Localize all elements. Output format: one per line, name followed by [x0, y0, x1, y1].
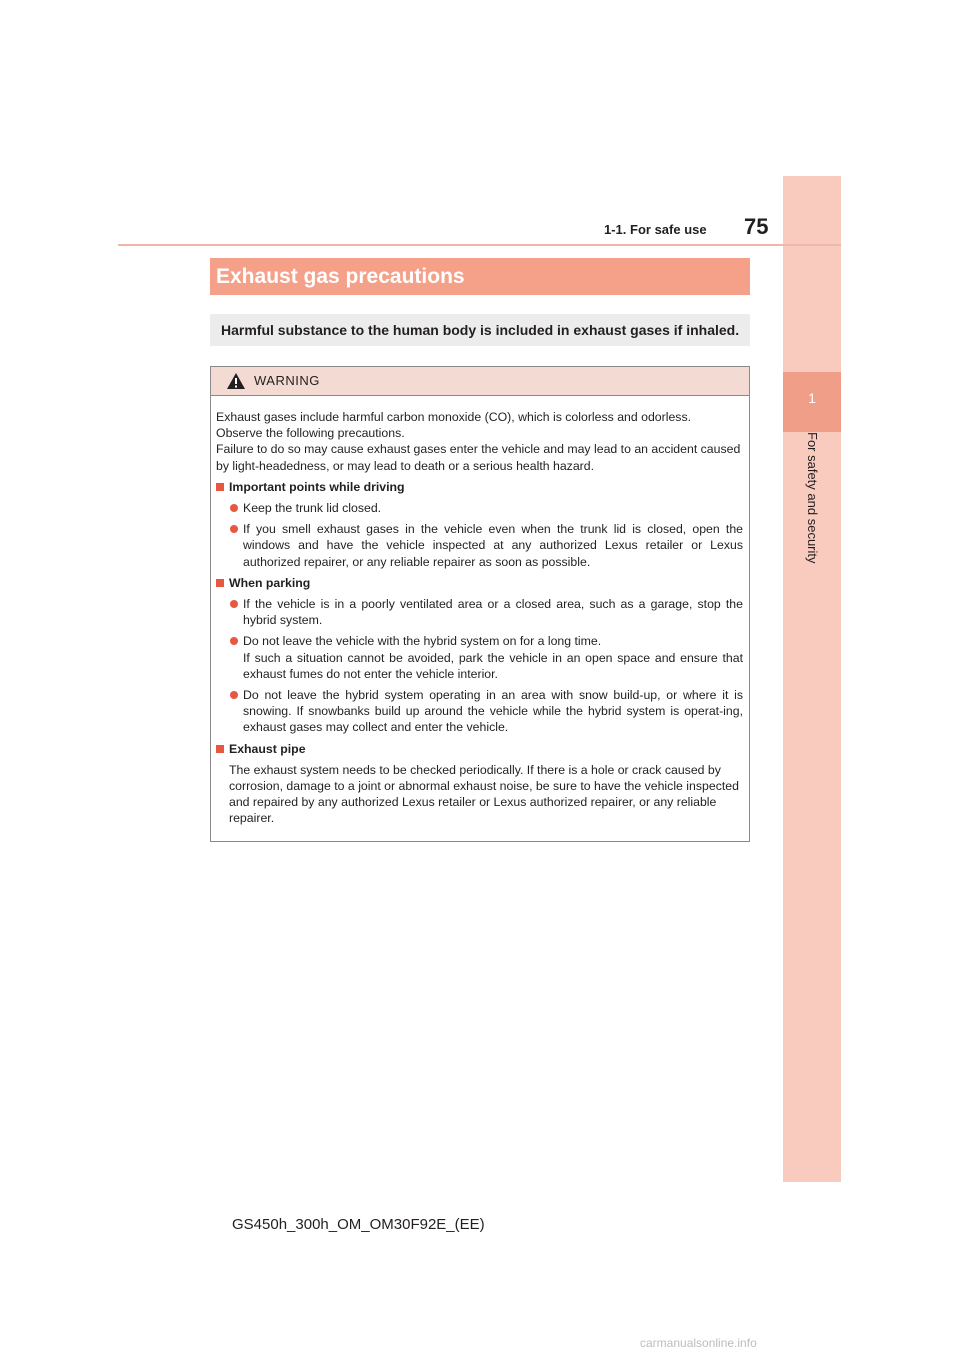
list-item: If you smell exhaust gases in the vehicle even when the trunk lid is closed, open the windows and have the vehicle inspected at any authorized Lexus retailer or Lexus authorized repairer, or any reliable repairer as soon as possible.	[216, 521, 743, 570]
list-item: If the vehicle is in a poorly ventilated area or a closed area, such as a garage, stop the hybrid system.	[216, 596, 743, 628]
square-bullet-icon	[216, 483, 224, 491]
round-bullet-icon	[230, 691, 238, 699]
warning-intro	[216, 409, 743, 474]
list-item: Keep the trunk lid closed.	[216, 500, 743, 516]
running-header: 1-1. For safe use	[604, 222, 707, 237]
subheading-important: Important points while driving	[216, 479, 743, 495]
round-bullet-icon	[230, 600, 238, 608]
chapter-label: For safety and security	[805, 432, 820, 564]
watermark: carmanualsonline.info	[640, 1336, 757, 1350]
intro-line: Failure to do so may cause exhaust gases enter the vehicle and may lead to an accident caused by light-headedness, or may lead to death or a serious health hazard.	[216, 442, 741, 473]
section-title: Exhaust gas precautions	[210, 258, 750, 295]
subheading-exhaust-pipe: Exhaust pipe	[216, 741, 743, 757]
section-summary: Harmful substance to the human body is included in exhaust gases if inhaled.	[210, 314, 750, 346]
round-bullet-icon	[230, 637, 238, 645]
subheading-parking: When parking	[216, 575, 743, 591]
warning-triangle-icon	[226, 372, 246, 390]
list-item: Do not leave the hybrid system operating in an area with snow build-up, or where it is snowing. If snowbanks build up around the vehicle while the hybrid system is operat-ing, exhaust gases may collect and enter the vehicle.	[216, 687, 743, 736]
warning-box	[210, 366, 750, 842]
intro-line: Observe the following precautions.	[216, 426, 405, 441]
warning-label: WARNING	[254, 373, 320, 388]
intro-line: Exhaust gases include harmful carbon monoxide (CO), which is colorless and odorless.	[216, 410, 692, 424]
square-bullet-icon	[216, 579, 224, 587]
warning-header	[211, 367, 749, 396]
list-item: Do not leave the vehicle with the hybrid system on for a long time. If such a situation cannot be avoided, park the vehicle in an open space and ensure that exhaust fumes do not enter the vehicle interior.	[216, 633, 743, 682]
square-bullet-icon	[216, 745, 224, 753]
round-bullet-icon	[230, 504, 238, 512]
header-rule	[118, 244, 841, 246]
side-tab-strip	[783, 176, 841, 1182]
footer-document-code: GS450h_300h_OM_OM30F92E_(EE)	[232, 1216, 485, 1233]
round-bullet-icon	[230, 525, 238, 533]
chapter-number-tab: 1	[783, 372, 841, 432]
page-number: 75	[744, 214, 769, 239]
warning-body	[211, 396, 749, 827]
paragraph: The exhaust system needs to be checked periodically. If there is a hole or crack caused by corrosion, damage to a joint or abnormal exhaust noise, be sure to have the vehicle inspected and repaired by any authorized Lexus retailer or Lexus authorized repairer, or any reliable repairer.	[229, 762, 739, 826]
